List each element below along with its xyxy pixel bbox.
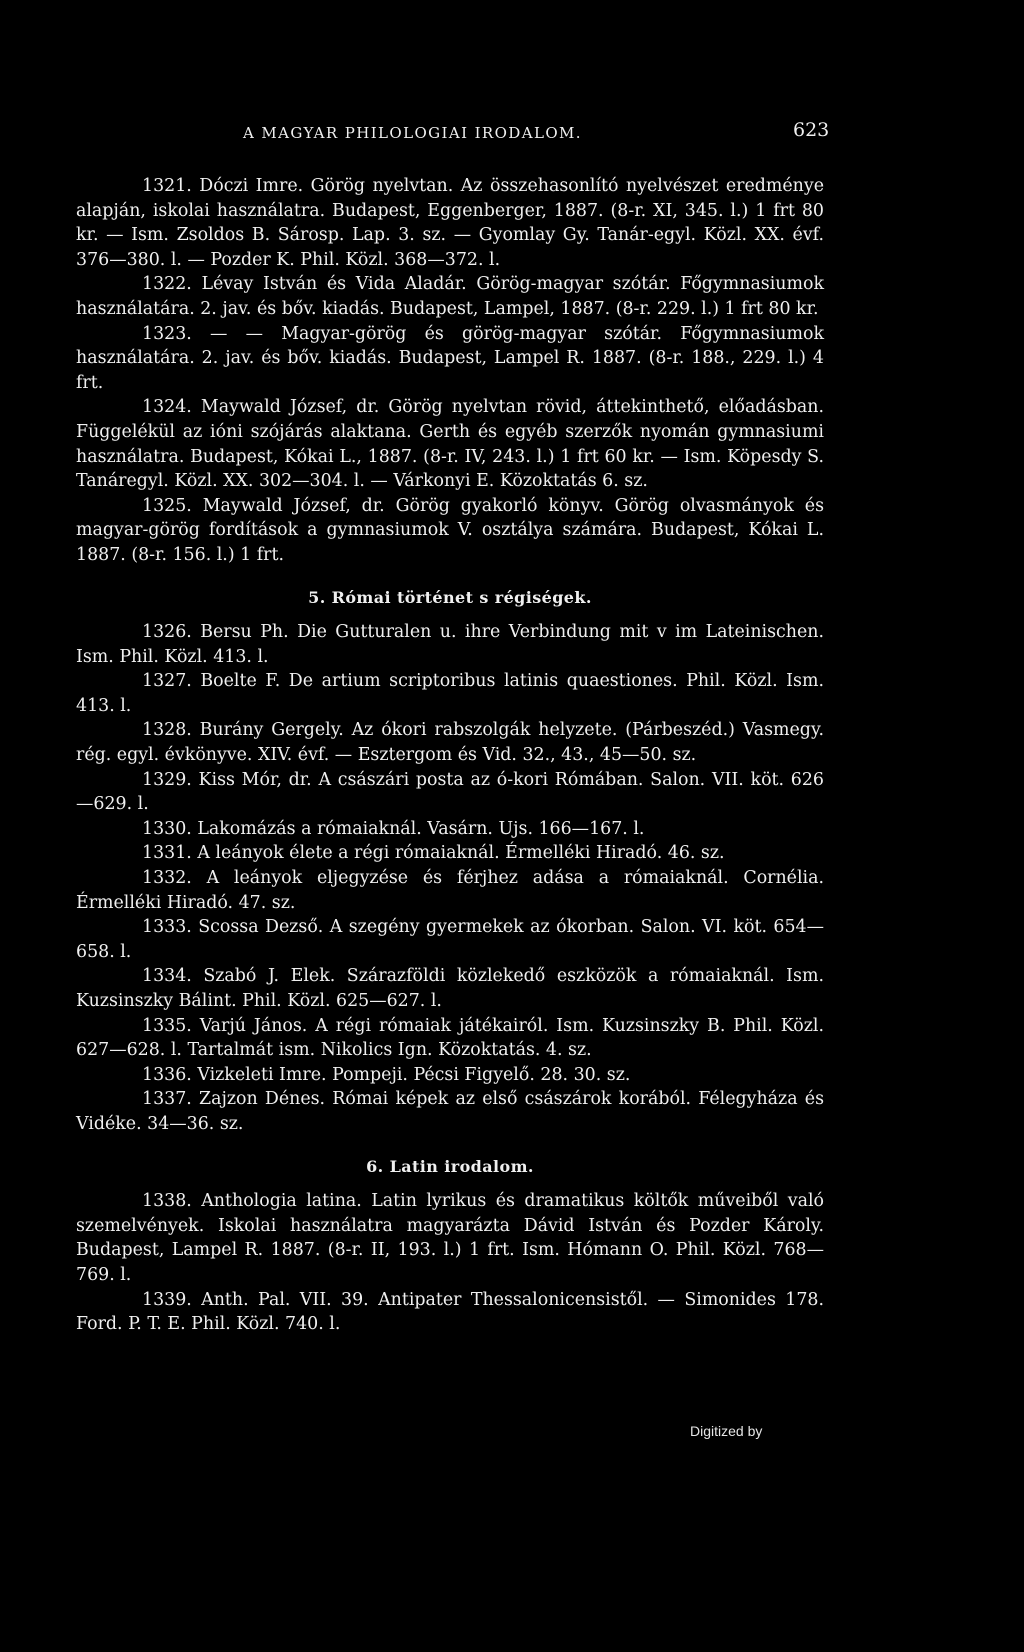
entry-1332: 1332. A leányok eljegyzése és férjhez adása a rómaiaknál. Cornélia. Érmelléki Hiradó. 47. sz. [76,868,824,913]
entry-1327: 1327. Boelte F. De artium scriptoribus latinis quaestiones. Phil. Közl. Ism. 413. l. [76,671,824,716]
entry-1322: 1322. Lévay István és Vida Aladár. Görög-magyar szótár. Főgymnasiumok használatára. 2. jav. és bőv. kiadás. Budapest, Lampel, 1887. (8-r. 229. l.) 1 frt 80 kr. [76,274,824,319]
entry-1326: 1326. Bersu Ph. Die Gutturalen u. ihre Verbindung mit v im Lateinischen. Ism. Phil. Közl. 413. l. [76,622,824,667]
page-number: 623 [793,119,830,141]
entry-1330: 1330. Lakomázás a rómaiaknál. Vasárn. Ujs. 166—167. l. [142,818,645,839]
entry-1324: 1324. Maywald József, dr. Görög nyelvtan rövid, áttekinthető, előadásban. Függelékül az ióni szójárás alaktana. Gerth és egyéb szerzők nyomán gymnasiumi használatra. Budapest, Kókai L., 1887. (8-r. IV, 243. l.) 1 frt 60 kr. — Ism. Köpesdy S. Tanáregyl. Közl. XX. 302—304. l. — Várkonyi E. Közoktatás 6. sz. [76,397,824,492]
entry-1333: 1333. Scossa Dezső. A szegény gyermekek az ókorban. Salon. VI. köt. 654—658. l. [76,917,824,962]
entry-1323: 1323. — — Magyar-görög és görög-magyar szótár. Főgymnasiumok használatára. 2. jav. és bőv. kiadás. Budapest, Lampel R. 1887. (8-r. 188., 229. l.) 4 frt. [76,323,824,393]
section-heading-latin-literature: 6. Latin irodalom. [366,1156,534,1176]
entry-1338: 1338. Anthologia latina. Latin lyrikus és dramatikus költők műveiből való szemelvények. Iskolai használatra magyarázta Dávid István és Pozder Károly. Budapest, Lampel R. 1887. (8-r. II, 193. l.) 1 frt. Ism. Hómann O. Phil. Közl. 768—769. l. [76,1191,824,1285]
running-title: A MAGYAR PHILOLOGIAI IRODALOM. [243,124,582,142]
page-header [0,119,1024,154]
entry-1328: 1328. Burány Gergely. Az ókori rabszolgák helyzete. (Párbeszéd.) Vasmegy. rég. egyl. évkönyve. XIV. évf. — Esztergom és Vid. 32., 43., 45—50. sz. [76,720,824,766]
entry-1321: 1321. Dóczi Imre. Görög nyelvtan. Az összehasonlító nyelvészet eredménye alapján, iskolai használatra. Budapest, Eggenberger, 1887. (8-r. XI, 345. l.) 1 frt 80 kr. — Ism. Zsoldos B. Sárosp. Lap. 3. sz. — Gyomlay Gy. Tanár-egyl. Közl. XX. évf. 376—380. l. — Pozder K. Phil. Közl. 368—372. l. [76,176,824,270]
entry-1339: 1339. Anth. Pal. VII. 39. Antipater Thessalonicensistől. — Simonides 178. Ford. P. T. E. Phil. Közl. 740. l. [76,1289,824,1335]
digitized-by-watermark: Digitized by [690,1423,763,1439]
section-heading-roman-history: 5. Római történet s régiségek. [308,587,592,607]
entry-1325: 1325. Maywald József, dr. Görög gyakorló könyv. Görög olvasmányok és magyar-görög fordítások a gymnasiumok V. osztálya számára. Budapest, Kókai L. 1887. (8-r. 156. l.) 1 frt. [76,495,824,565]
entry-1335: 1335. Varjú János. A régi rómaiak játékairól. Ism. Kuzsinszky B. Phil. Közl. 627—628. l. Tartalmát ism. Nikolics Ign. Közoktatás. 4. sz. [76,1015,824,1061]
page-body [76,174,824,1337]
entry-1337: 1337. Zajzon Dénes. Római képek az első császárok korából. Félegyháza és Vidéke. 34—36. sz. [76,1089,824,1134]
entry-1336: 1336. Vizkeleti Imre. Pompeji. Pécsi Figyelő. 28. 30. sz. [142,1064,631,1085]
entry-1329: 1329. Kiss Mór, dr. A császári posta az ó-kori Rómában. Salon. VII. köt. 626—629. l. [76,769,824,815]
entry-1334: 1334. Szabó J. Elek. Szárazföldi közlekedő eszközök a rómaiaknál. Ism. Kuzsinszky Bálint. Phil. Közl. 625—627. l. [76,966,824,1011]
entry-1331: 1331. A leányok élete a régi rómaiaknál. Érmelléki Hiradó. 46. sz. [142,843,725,864]
